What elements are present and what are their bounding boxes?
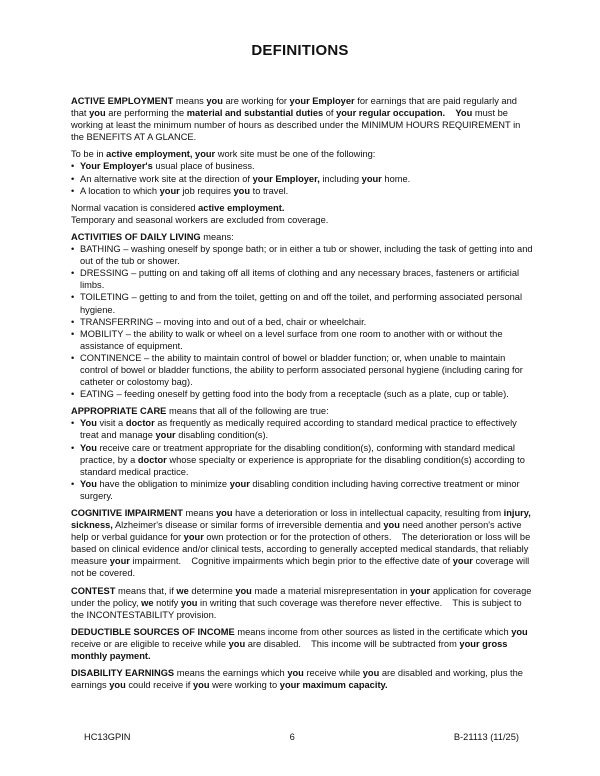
definition-active-employment <box>71 95 533 226</box>
list-item: • A location to which your job requires you to travel. <box>71 185 533 197</box>
list-item: • TOILETING – getting to and from the toilet, getting on and off the toilet, and performing associated personal hygiene. <box>71 291 533 315</box>
list-item: • EATING – feeding oneself by getting food into the body from a receptacle (such as a plate, cup or table). <box>71 388 533 400</box>
list-item: • An alternative work site at the direction of your Employer, including your home. <box>71 173 533 185</box>
bold-term: active employment. <box>198 202 285 213</box>
bold-term: you <box>89 108 106 119</box>
bold-term: CONTEST <box>71 585 116 596</box>
bold-term: you <box>235 585 252 596</box>
definition-deductible-sources-of-income <box>71 626 533 662</box>
paragraph: ACTIVITIES OF DAILY LIVING means: <box>71 231 234 242</box>
bold-term: you <box>180 597 198 608</box>
bold-term: your <box>183 532 204 543</box>
paragraph: DISABILITY EARNINGS means the earnings which you receive while you are disabled and working, plus the earnings you could receive if you were working to your maximum capacity. <box>71 668 523 691</box>
list-item: • Your Employer's usual place of business. <box>71 160 533 172</box>
paragraph: APPROPRIATE CARE means that all of the following are true: <box>71 406 329 417</box>
bold-term: you <box>109 680 126 691</box>
bold-term: your gross monthly payment. <box>71 638 508 662</box>
paragraph: DEDUCTIBLE SOURCES OF INCOME means income from other sources as listed in the certificate which you receive or are eligible to receive while you are disabled. This income will be subtracted from your gross monthly payment. <box>71 626 528 662</box>
bold-term: your <box>229 478 250 489</box>
bold-term: ACTIVE EMPLOYMENT <box>71 96 174 106</box>
list-item: • DRESSING – putting on and taking off all items of clothing and any necessary braces, fasteners or artificial limbs. <box>71 267 533 291</box>
paragraph: Normal vacation is considered active employment. <box>71 202 285 213</box>
bold-term: you <box>511 626 528 637</box>
bold-term: injury, sickness, <box>71 508 531 531</box>
paragraph: COGNITIVE IMPAIRMENT means you have a deterioration or loss in intellectual capacity, resulting from injury, sickness, Alzheimer's disease or similar forms of irreversible dementia and you need another person's active help or verbal guidance for your own protection or for the protection of others. The deterioration or loss will be based on clinical evidence and/or clinical tests, according to generally accepted medical standards, that reliably measure your impairment. Cognitive impairments which begin prior to the effective date of your coverage will not be covered. <box>71 508 531 579</box>
bold-term: doctor <box>125 418 155 429</box>
bold-term: you <box>228 638 246 649</box>
bold-term: active employment, your <box>106 149 216 160</box>
definition-activities-of-daily-living <box>71 231 533 400</box>
bold-term: your <box>155 430 176 441</box>
bold-term: doctor <box>137 454 167 465</box>
bold-term: your <box>159 185 180 196</box>
bold-term: APPROPRIATE CARE <box>71 406 167 417</box>
paragraph: ACTIVE EMPLOYMENT means you are working for your Employer for earnings that are paid regularly and that you are performing the material and substantial duties of your regular occupation. You must be working at least the minimum number of hours as described under the MINIMUM HOURS REQUIREMENT in the BENEFITS AT A GLANCE. <box>71 96 521 143</box>
definitions-body <box>71 95 533 696</box>
bold-term: you <box>192 680 210 691</box>
definition-disability-earnings <box>71 667 533 691</box>
page-footer <box>84 732 519 742</box>
paragraph: To be in active employment, your work site must be one of the following: <box>71 149 376 160</box>
bold-term: your maximum capacity. <box>279 680 388 691</box>
page-title: DEFINITIONS <box>251 42 349 59</box>
footer-document-id: B-21113 (11/25) <box>453 732 519 742</box>
bold-term: DEDUCTIBLE SOURCES OF INCOME <box>71 626 235 637</box>
list-item: • You have the obligation to minimize your disabling condition including having corrective treatment or minor surgery. <box>71 478 533 502</box>
bold-term: ACTIVITIES OF DAILY LIVING <box>71 231 201 242</box>
bold-term: Your Employer's <box>80 161 153 172</box>
bold-term: you <box>287 668 304 679</box>
list-item: • TRANSFERRING – moving into and out of a bed, chair or wheelchair. <box>71 316 533 328</box>
footer-form-code: HC13GPIN <box>84 732 131 742</box>
paragraph: Temporary and seasonal workers are excluded from coverage. <box>71 214 329 225</box>
bold-term: your <box>452 556 473 567</box>
list-item: • You receive care or treatment appropriate for the disabling condition(s), conforming with standard medical practice, by a doctor whose specialty or experience is appropriate for the disabling condition(s) according to standard medical practice. <box>71 442 533 478</box>
bold-term: you <box>383 520 400 531</box>
bold-term: your <box>109 556 130 567</box>
bold-term: we <box>141 597 154 608</box>
bold-term: DISABILITY EARNINGS <box>71 668 175 679</box>
paragraph: CONTEST means that, if we determine you made a material misrepresentation in your application for coverage under the policy, we notify you in writing that such coverage was therefore never effective. This is subject to the INCONTESTABILITY provision. <box>71 585 532 620</box>
bold-term: your Employer <box>289 96 355 106</box>
bold-term: material and substantial duties <box>186 108 324 119</box>
definition-appropriate-care <box>71 405 533 502</box>
bold-term: You <box>455 108 473 119</box>
bullet-list <box>71 243 533 400</box>
list-item: • BATHING – washing oneself by sponge bath; or in either a tub or shower, including the task of getting into and out of the tub or shower. <box>71 243 533 267</box>
definition-cognitive-impairment <box>71 507 533 580</box>
bold-term: your <box>361 173 382 184</box>
bold-term: you <box>206 96 223 106</box>
bold-term: your regular occupation. <box>336 108 446 119</box>
bold-term: your <box>409 585 431 596</box>
list-item: • MOBILITY – the ability to walk or wheel on a level surface from one room to another with or without the assistance of equipment. <box>71 328 533 352</box>
bold-term: You <box>80 442 97 453</box>
bold-term: you <box>216 508 233 518</box>
bold-term: you <box>362 668 380 679</box>
list-item: • You visit a doctor as frequently as medically required according to standard medical practice to effectively treat and manage your disabling condition(s). <box>71 417 533 441</box>
footer-page-number: 6 <box>289 732 295 742</box>
bold-term: we <box>176 585 189 596</box>
bold-term: You <box>80 418 97 429</box>
bold-term: You <box>80 478 97 489</box>
bold-term: your Employer, <box>252 173 320 184</box>
bold-term: you <box>233 185 251 196</box>
bullet-list <box>71 417 533 502</box>
list-item: • CONTINENCE – the ability to maintain control of bowel or bladder function; or, when unable to maintain control of bowel or bladder functions, the ability to perform associated personal hygiene (including caring for catheter or colostomy bag). <box>71 352 533 388</box>
definition-contest <box>71 585 533 621</box>
bold-term: COGNITIVE IMPAIRMENT <box>71 508 183 518</box>
bullet-list <box>71 160 533 196</box>
